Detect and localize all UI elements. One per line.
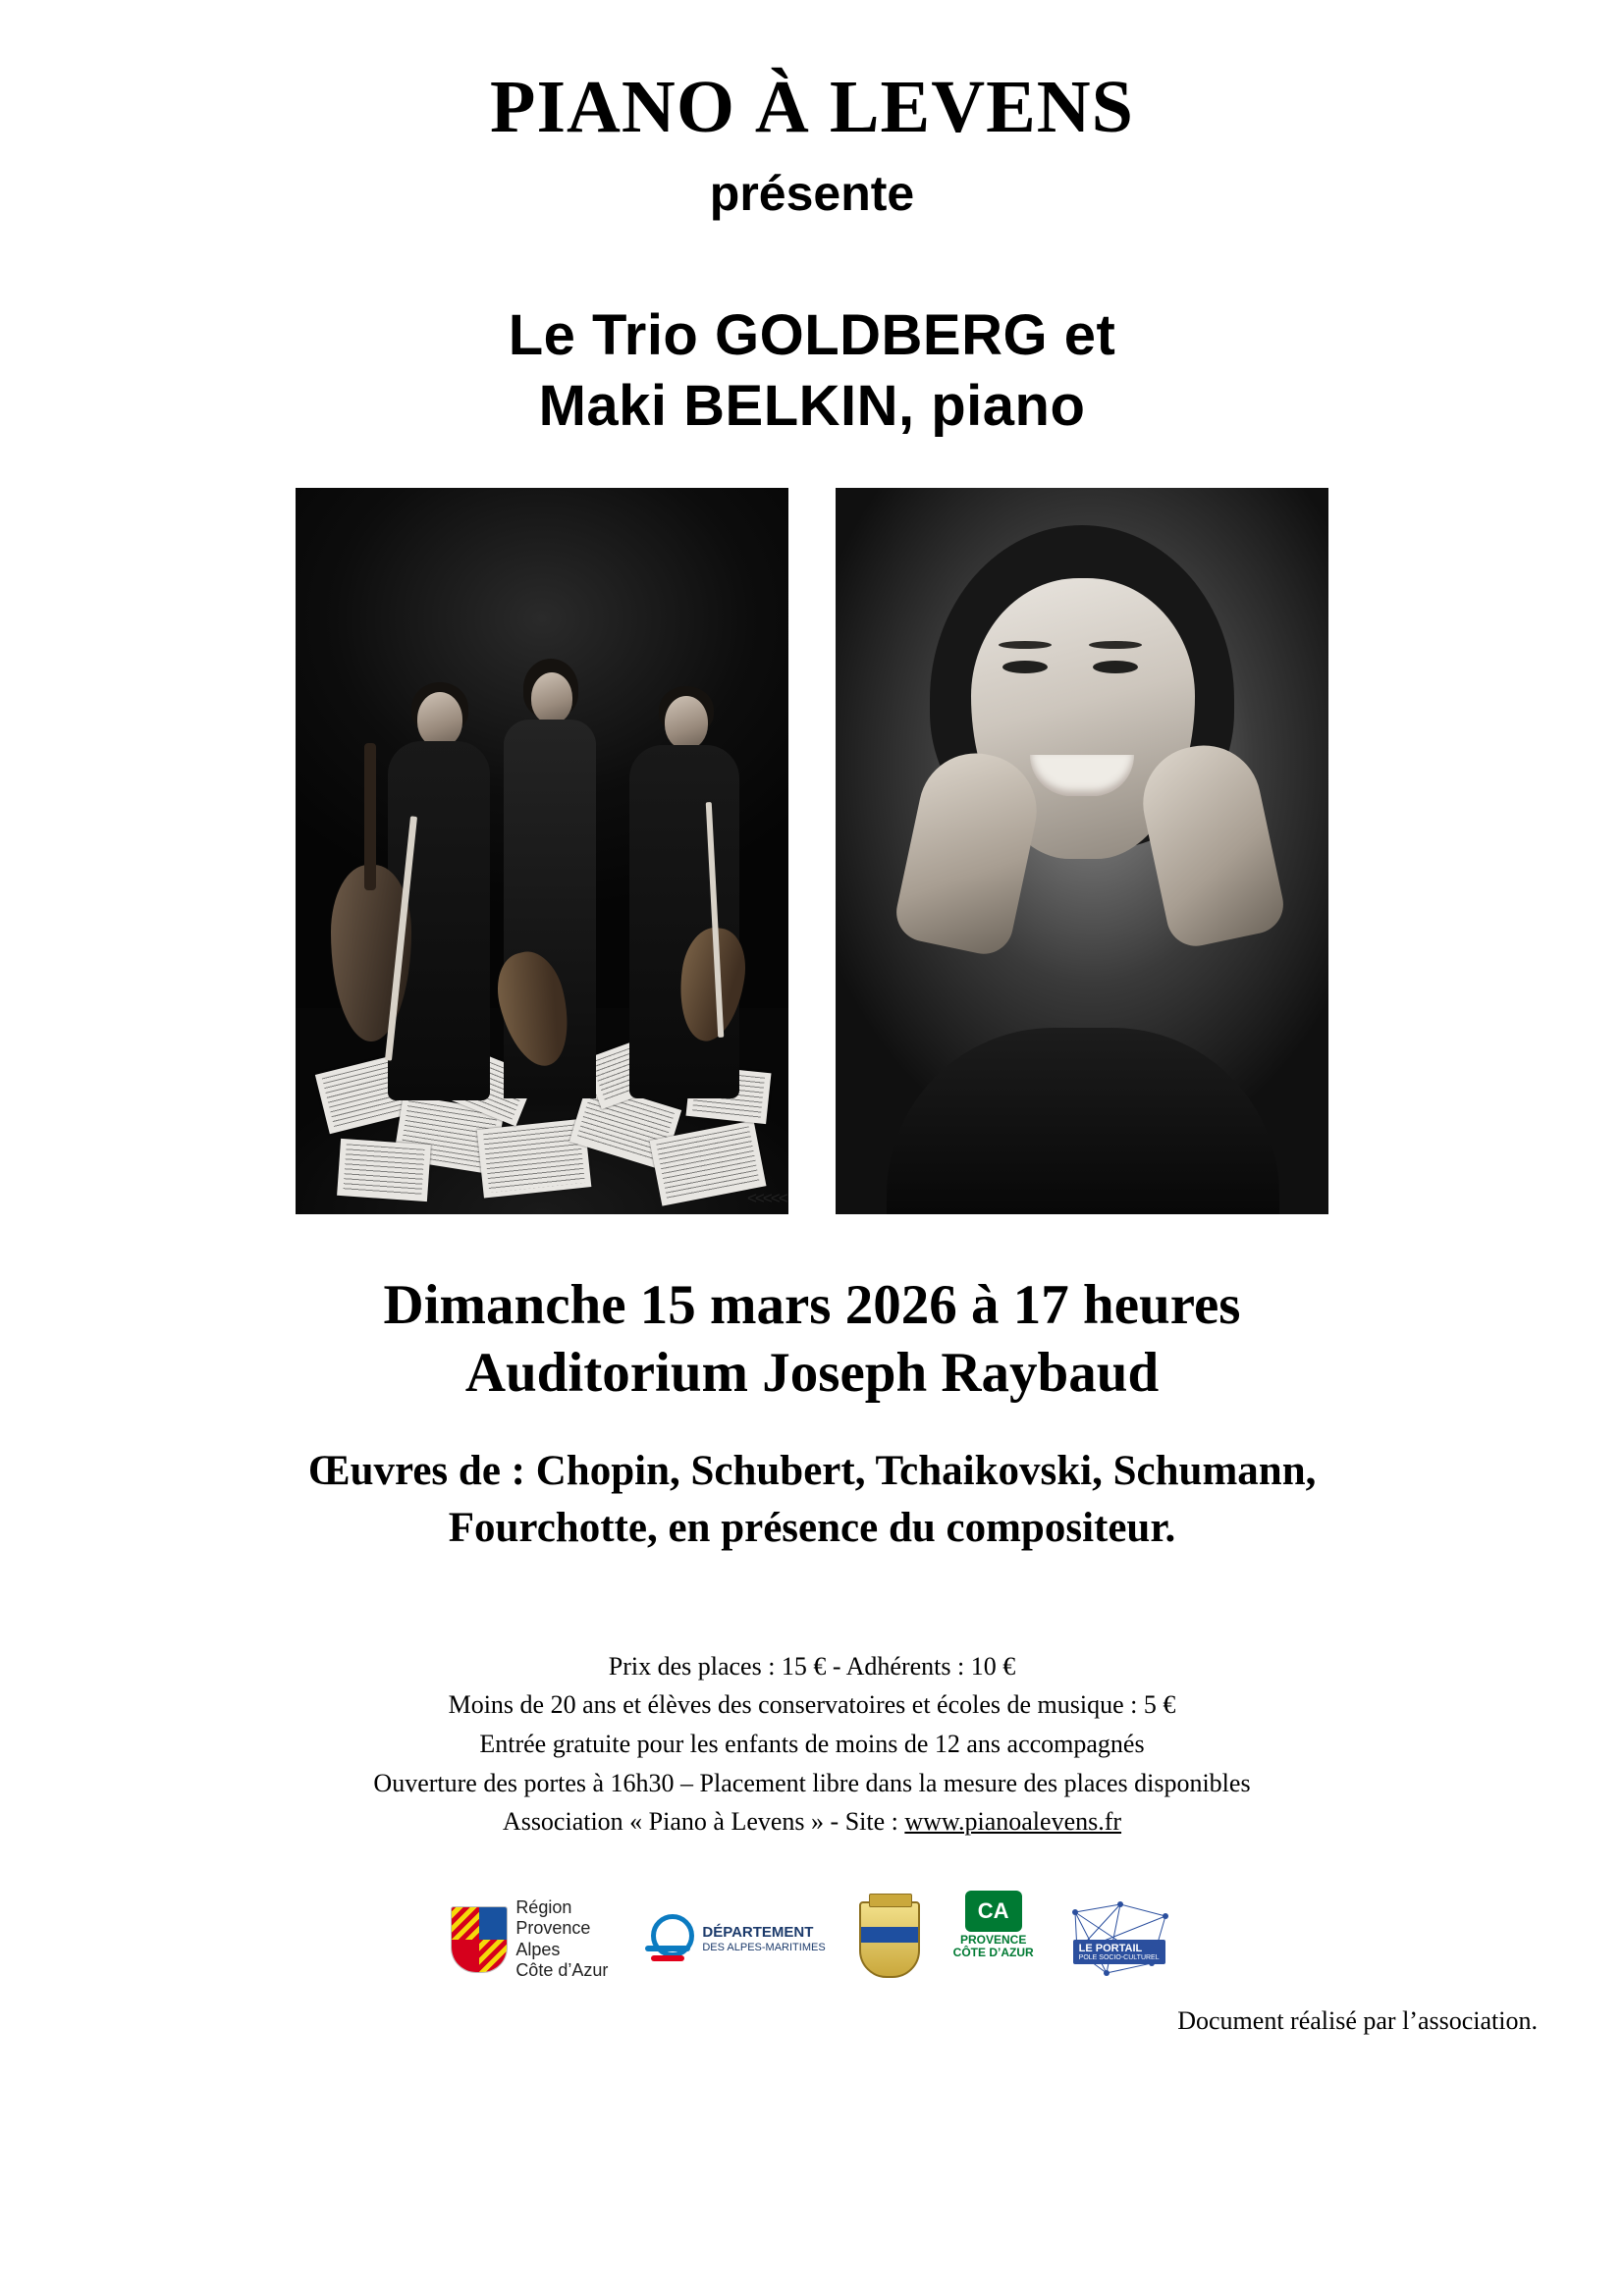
- maki-belkin-portrait-photo: [836, 488, 1328, 1214]
- performers-block: [509, 300, 1116, 443]
- ville-crest-icon: [859, 1901, 920, 1978]
- association-line: [373, 1802, 1250, 1842]
- le-portail-line-1: LE PORTAIL: [1078, 1942, 1143, 1954]
- le-portail-label: [1073, 1940, 1165, 1965]
- association-website-link[interactable]: www.pianoalevens.fr: [904, 1807, 1122, 1837]
- trio-goldberg-photo: [296, 488, 788, 1214]
- credit-agricole-logo: [953, 1891, 1034, 1989]
- sheet-music: [337, 1139, 431, 1201]
- le-portail-mark-icon: [1067, 1900, 1173, 1979]
- portrait-eyebrow-right: [1089, 641, 1142, 649]
- performers-line-2: Maki BELKIN, piano: [538, 374, 1086, 439]
- page-title: PIANO À LEVENS: [490, 66, 1134, 148]
- region-paca-line-3: Alpes: [515, 1939, 561, 1959]
- programme-works: [308, 1443, 1317, 1557]
- ticket-info-block: [373, 1647, 1250, 1842]
- region-paca-shield-icon: [451, 1906, 508, 1973]
- le-portail-logo: [1067, 1891, 1173, 1989]
- credit-agricole-line-2: CÔTE D’AZUR: [952, 1946, 1034, 1960]
- region-paca-line-1: Région: [515, 1897, 572, 1918]
- price-line: Prix des places : 15 € - Adhérents : 10 €: [608, 1651, 1016, 1681]
- presents-label: présente: [709, 165, 915, 221]
- departement-alpes-maritimes-logo: [641, 1891, 825, 1989]
- departement-line-1: DÉPARTEMENT: [702, 1924, 814, 1942]
- programme-line-2: Fourchotte, en présence du compositeur.: [448, 1504, 1176, 1551]
- portrait-eye-right: [1093, 661, 1138, 673]
- region-paca-line-4: Côte d’Azur: [515, 1959, 609, 1980]
- departement-label: [702, 1924, 825, 1954]
- credit-agricole-badge-icon: CA: [965, 1891, 1022, 1932]
- cello-neck: [364, 743, 376, 890]
- arrow-marker: <<<<<: [747, 1188, 786, 1207]
- region-paca-logo: [451, 1891, 608, 1989]
- photo-row: [296, 488, 1328, 1214]
- credit-agricole-line-1: PROVENCE: [959, 1932, 1027, 1947]
- region-paca-line-2: Provence: [515, 1918, 591, 1939]
- sponsor-logos: [451, 1885, 1172, 1995]
- departement-line-2: DES ALPES-MARITIMES: [702, 1941, 826, 1953]
- region-paca-label: [515, 1897, 608, 1981]
- portrait-eyebrow-left: [999, 641, 1052, 649]
- ville-levens-crest-logo: [859, 1891, 920, 1989]
- programme-line-1: Œuvres de : Chopin, Schubert, Tchaikovski, Schumann,: [307, 1447, 1317, 1494]
- portrait-eye-left: [1002, 661, 1048, 673]
- performers-line-1: Le Trio GOLDBERG et: [508, 302, 1116, 367]
- doors-line: Ouverture des portes à 16h30 – Placement libre dans la mesure des places disponibles: [373, 1768, 1251, 1797]
- musician-violist: [616, 688, 763, 1098]
- association-label: Association « Piano à Levens » - Site :: [502, 1807, 905, 1837]
- departement-mark-icon: [641, 1912, 694, 1967]
- event-venue: Auditorium Joseph Raybaud: [464, 1342, 1160, 1405]
- event-date: Dimanche 15 mars 2026 à 17 heures: [383, 1273, 1241, 1336]
- document-credit: Document réalisé par l’association.: [1177, 2005, 1538, 2035]
- credit-agricole-label: [953, 1934, 1034, 1961]
- le-portail-line-2: POLE SOCIO-CULTUREL: [1078, 1953, 1160, 1961]
- free-entry-line: Entrée gratuite pour les enfants de moins de 12 ans accompagnés: [479, 1729, 1145, 1758]
- youth-price-line: Moins de 20 ans et élèves des conservatoires et écoles de musique : 5 €: [448, 1690, 1176, 1720]
